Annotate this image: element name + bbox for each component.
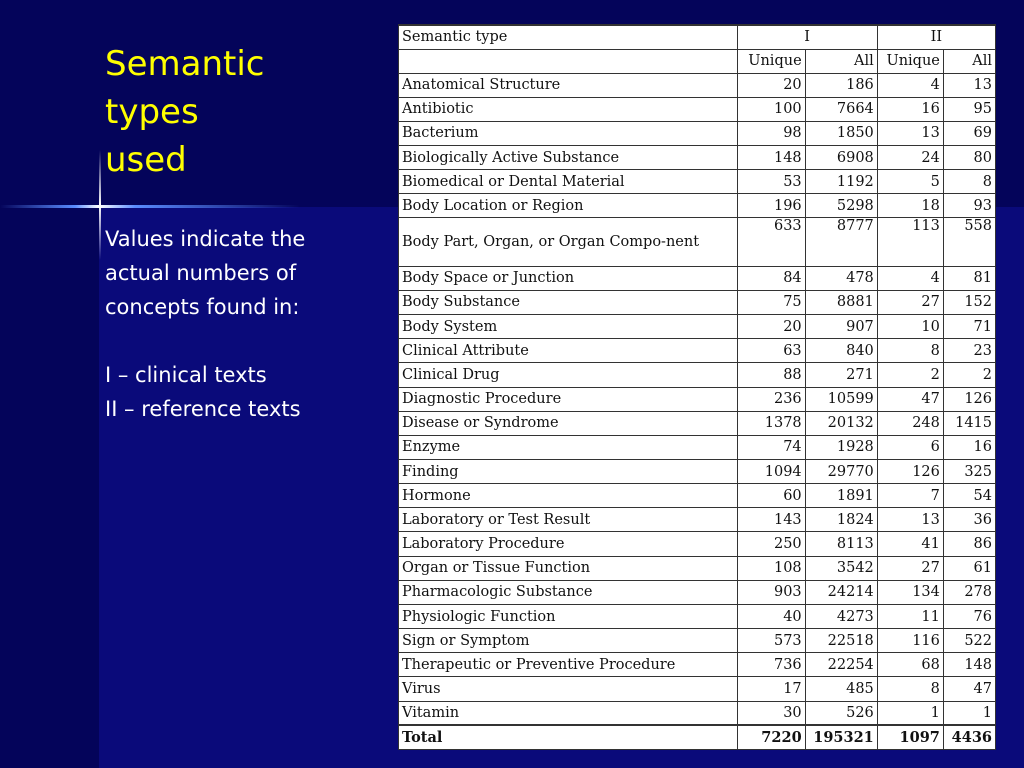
cell-semantic-type: Pharmacologic Substance xyxy=(399,580,738,604)
header-ii-all: All xyxy=(943,49,995,73)
table-row xyxy=(399,411,996,435)
cell-i-all: 3542 xyxy=(805,556,877,580)
cell-ii-unique: 68 xyxy=(877,653,943,677)
cell-ii-all: 86 xyxy=(943,532,995,556)
cell-semantic-type: Anatomical Structure xyxy=(399,73,738,97)
cell-i-unique: 63 xyxy=(737,339,805,363)
header-group-i: I xyxy=(737,25,877,49)
cell-ii-unique: 10 xyxy=(877,315,943,339)
cell-i-all: 5298 xyxy=(805,194,877,218)
cell-i-all: 907 xyxy=(805,315,877,339)
table-total-row xyxy=(399,725,996,749)
table-row xyxy=(399,604,996,628)
cell-i-all: 10599 xyxy=(805,387,877,411)
cell-i-unique: 40 xyxy=(737,604,805,628)
cell-semantic-type: Hormone xyxy=(399,484,738,508)
cell-ii-all: 1 xyxy=(943,701,995,725)
cell-i-all: 20132 xyxy=(805,411,877,435)
total-ii-all: 4436 xyxy=(943,725,995,749)
cell-i-all: 29770 xyxy=(805,460,877,484)
cell-ii-all: 36 xyxy=(943,508,995,532)
slide-description xyxy=(105,222,385,426)
cell-ii-all: 278 xyxy=(943,580,995,604)
cell-semantic-type: Clinical Drug xyxy=(399,363,738,387)
cell-ii-unique: 116 xyxy=(877,629,943,653)
cell-i-unique: 75 xyxy=(737,290,805,314)
description-line: Values indicate the xyxy=(105,227,306,251)
total-i-unique: 7220 xyxy=(737,725,805,749)
cell-ii-all: 126 xyxy=(943,387,995,411)
cell-i-all: 271 xyxy=(805,363,877,387)
cell-ii-all: 80 xyxy=(943,145,995,169)
cell-i-all: 1850 xyxy=(805,121,877,145)
cell-i-unique: 633 xyxy=(737,218,805,266)
cell-i-unique: 30 xyxy=(737,701,805,725)
cell-semantic-type: Antibiotic xyxy=(399,97,738,121)
table-row xyxy=(399,460,996,484)
cell-ii-unique: 7 xyxy=(877,484,943,508)
cell-i-unique: 60 xyxy=(737,484,805,508)
cell-ii-all: 13 xyxy=(943,73,995,97)
cell-i-unique: 736 xyxy=(737,653,805,677)
header-blank xyxy=(399,49,738,73)
table-row xyxy=(399,435,996,459)
cell-i-all: 22254 xyxy=(805,653,877,677)
cell-i-all: 7664 xyxy=(805,97,877,121)
table-row xyxy=(399,170,996,194)
cell-i-all: 8881 xyxy=(805,290,877,314)
cell-ii-all: 81 xyxy=(943,266,995,290)
cell-i-all: 1824 xyxy=(805,508,877,532)
legend-item-clinical: I – clinical texts xyxy=(105,363,267,387)
table-row xyxy=(399,556,996,580)
data-table xyxy=(398,24,996,750)
cell-ii-unique: 13 xyxy=(877,121,943,145)
table-row xyxy=(399,363,996,387)
cell-ii-all: 76 xyxy=(943,604,995,628)
cell-ii-unique: 8 xyxy=(877,677,943,701)
table-row xyxy=(399,218,996,266)
spacer xyxy=(105,324,385,358)
cell-i-unique: 20 xyxy=(737,73,805,97)
cell-ii-unique: 27 xyxy=(877,556,943,580)
table-row xyxy=(399,290,996,314)
table-row xyxy=(399,194,996,218)
cell-ii-unique: 8 xyxy=(877,339,943,363)
cell-i-all: 1192 xyxy=(805,170,877,194)
total-label: Total xyxy=(399,725,738,749)
decorative-horizontal-rule xyxy=(0,205,300,208)
table-row xyxy=(399,677,996,701)
cell-ii-unique: 248 xyxy=(877,411,943,435)
title-line: types xyxy=(105,92,199,132)
legend-item-reference: II – reference texts xyxy=(105,397,301,421)
cell-i-unique: 236 xyxy=(737,387,805,411)
header-group-ii: II xyxy=(877,25,995,49)
cell-semantic-type: Enzyme xyxy=(399,435,738,459)
cell-ii-unique: 41 xyxy=(877,532,943,556)
cell-ii-all: 2 xyxy=(943,363,995,387)
table-row xyxy=(399,532,996,556)
cell-ii-all: 522 xyxy=(943,629,995,653)
cell-i-all: 4273 xyxy=(805,604,877,628)
cell-i-all: 478 xyxy=(805,266,877,290)
cell-i-unique: 250 xyxy=(737,532,805,556)
header-semantic-type: Semantic type xyxy=(399,25,738,49)
cell-i-all: 24214 xyxy=(805,580,877,604)
cell-ii-all: 558 xyxy=(943,218,995,266)
cell-ii-unique: 1 xyxy=(877,701,943,725)
cell-i-unique: 88 xyxy=(737,363,805,387)
cell-ii-all: 93 xyxy=(943,194,995,218)
cell-ii-all: 23 xyxy=(943,339,995,363)
cell-semantic-type: Sign or Symptom xyxy=(399,629,738,653)
total-ii-unique: 1097 xyxy=(877,725,943,749)
cell-ii-all: 54 xyxy=(943,484,995,508)
cell-i-unique: 196 xyxy=(737,194,805,218)
cell-ii-unique: 6 xyxy=(877,435,943,459)
cell-ii-unique: 27 xyxy=(877,290,943,314)
description-line: concepts found in: xyxy=(105,295,300,319)
cell-ii-all: 8 xyxy=(943,170,995,194)
table-row xyxy=(399,73,996,97)
total-i-all: 195321 xyxy=(805,725,877,749)
cell-ii-all: 61 xyxy=(943,556,995,580)
header-i-all: All xyxy=(805,49,877,73)
title-line: used xyxy=(105,140,187,180)
cell-ii-all: 325 xyxy=(943,460,995,484)
cell-ii-unique: 18 xyxy=(877,194,943,218)
cell-i-unique: 148 xyxy=(737,145,805,169)
cell-i-all: 22518 xyxy=(805,629,877,653)
title-line: Semantic xyxy=(105,44,265,84)
table-row xyxy=(399,629,996,653)
cell-semantic-type: Biomedical or Dental Material xyxy=(399,170,738,194)
cell-semantic-type: Body System xyxy=(399,315,738,339)
cell-semantic-type: Laboratory or Test Result xyxy=(399,508,738,532)
cell-ii-all: 16 xyxy=(943,435,995,459)
cell-ii-unique: 4 xyxy=(877,73,943,97)
cell-semantic-type: Virus xyxy=(399,677,738,701)
cell-i-unique: 1378 xyxy=(737,411,805,435)
cell-ii-all: 69 xyxy=(943,121,995,145)
cell-i-unique: 100 xyxy=(737,97,805,121)
cell-ii-all: 95 xyxy=(943,97,995,121)
table-row xyxy=(399,266,996,290)
table-row xyxy=(399,121,996,145)
cell-semantic-type: Finding xyxy=(399,460,738,484)
cell-i-unique: 108 xyxy=(737,556,805,580)
table-row xyxy=(399,653,996,677)
cell-i-unique: 1094 xyxy=(737,460,805,484)
cell-ii-all: 47 xyxy=(943,677,995,701)
cell-ii-unique: 4 xyxy=(877,266,943,290)
cell-i-unique: 74 xyxy=(737,435,805,459)
cell-ii-unique: 47 xyxy=(877,387,943,411)
cell-ii-all: 71 xyxy=(943,315,995,339)
table-row xyxy=(399,145,996,169)
decorative-vertical-rule xyxy=(99,150,101,260)
cell-semantic-type: Therapeutic or Preventive Procedure xyxy=(399,653,738,677)
slide-title xyxy=(105,40,365,184)
cell-ii-unique: 13 xyxy=(877,508,943,532)
cell-semantic-type: Organ or Tissue Function xyxy=(399,556,738,580)
cell-ii-unique: 5 xyxy=(877,170,943,194)
cell-ii-unique: 134 xyxy=(877,580,943,604)
cell-semantic-type: Disease or Syndrome xyxy=(399,411,738,435)
cell-ii-unique: 2 xyxy=(877,363,943,387)
cell-ii-all: 1415 xyxy=(943,411,995,435)
cell-i-all: 8777 xyxy=(805,218,877,266)
cell-ii-unique: 24 xyxy=(877,145,943,169)
cell-ii-all: 152 xyxy=(943,290,995,314)
table-row xyxy=(399,97,996,121)
cell-i-unique: 53 xyxy=(737,170,805,194)
cell-i-all: 1891 xyxy=(805,484,877,508)
cell-semantic-type: Body Part, Organ, or Organ Compo-nent xyxy=(399,218,738,266)
cell-i-unique: 98 xyxy=(737,121,805,145)
cell-semantic-type: Physiologic Function xyxy=(399,604,738,628)
cell-semantic-type: Biologically Active Substance xyxy=(399,145,738,169)
cell-i-unique: 17 xyxy=(737,677,805,701)
cell-ii-unique: 113 xyxy=(877,218,943,266)
cell-ii-unique: 11 xyxy=(877,604,943,628)
cell-i-unique: 20 xyxy=(737,315,805,339)
table-row xyxy=(399,508,996,532)
cell-i-unique: 143 xyxy=(737,508,805,532)
cell-semantic-type: Diagnostic Procedure xyxy=(399,387,738,411)
cell-i-all: 485 xyxy=(805,677,877,701)
table-row xyxy=(399,701,996,725)
table-row xyxy=(399,580,996,604)
background-left-band xyxy=(0,0,99,768)
cell-semantic-type: Body Space or Junction xyxy=(399,266,738,290)
cell-ii-unique: 126 xyxy=(877,460,943,484)
cell-i-all: 6908 xyxy=(805,145,877,169)
table-row xyxy=(399,315,996,339)
cell-i-all: 1928 xyxy=(805,435,877,459)
table-row xyxy=(399,484,996,508)
cell-semantic-type: Vitamin xyxy=(399,701,738,725)
table-body xyxy=(399,73,996,750)
description-line: actual numbers of xyxy=(105,261,297,285)
header-ii-unique: Unique xyxy=(877,49,943,73)
cell-semantic-type: Laboratory Procedure xyxy=(399,532,738,556)
header-i-unique: Unique xyxy=(737,49,805,73)
cell-semantic-type: Body Substance xyxy=(399,290,738,314)
cell-semantic-type: Body Location or Region xyxy=(399,194,738,218)
cell-i-unique: 84 xyxy=(737,266,805,290)
table-row xyxy=(399,339,996,363)
cell-semantic-type: Bacterium xyxy=(399,121,738,145)
cell-i-all: 526 xyxy=(805,701,877,725)
cell-i-unique: 903 xyxy=(737,580,805,604)
cell-i-all: 8113 xyxy=(805,532,877,556)
cell-semantic-type: Clinical Attribute xyxy=(399,339,738,363)
cell-i-unique: 573 xyxy=(737,629,805,653)
cell-i-all: 186 xyxy=(805,73,877,97)
semantic-types-table xyxy=(398,24,996,750)
table-row xyxy=(399,387,996,411)
cell-ii-unique: 16 xyxy=(877,97,943,121)
cell-i-all: 840 xyxy=(805,339,877,363)
cell-ii-all: 148 xyxy=(943,653,995,677)
